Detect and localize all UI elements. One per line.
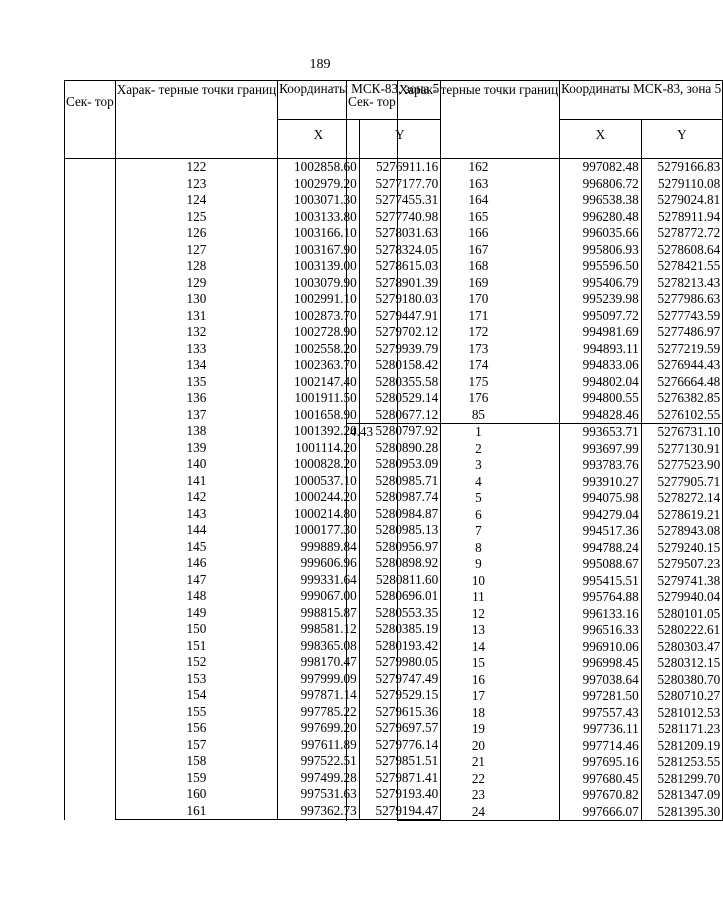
coord-x: 1000537.10	[278, 473, 360, 490]
point-number: 140	[115, 456, 277, 473]
coord-y: 5276664.48	[641, 374, 723, 391]
point-number: 142	[115, 489, 277, 506]
coord-x: 994828.46	[560, 407, 642, 424]
coord-y: 5276944.43	[641, 357, 723, 374]
coord-y: 5279939.79	[359, 341, 441, 358]
coord-x: 997670.82	[560, 787, 642, 804]
point-number: 9	[397, 556, 559, 573]
coord-x: 994517.36	[560, 523, 642, 540]
coord-x: 999331.64	[278, 572, 360, 589]
point-number: 154	[115, 687, 277, 704]
coord-x: 994981.69	[560, 324, 642, 341]
point-number: 13	[397, 622, 559, 639]
coord-y: 5279776.14	[359, 737, 441, 754]
table-row	[347, 705, 723, 722]
header-coordinates: Координаты МСК-83, зона 5	[560, 81, 723, 120]
point-number: 1	[397, 424, 559, 441]
sector-cell: 4.43	[347, 424, 398, 821]
coord-x: 997714.46	[560, 738, 642, 755]
point-number: 10	[397, 573, 559, 590]
coord-y: 5277177.70	[359, 176, 441, 193]
point-number: 167	[397, 242, 559, 259]
point-number: 143	[115, 506, 277, 523]
coord-y: 5278608.64	[641, 242, 723, 259]
coord-y: 5279615.36	[359, 704, 441, 721]
coord-x: 997611.89	[278, 737, 360, 754]
coord-x: 998815.87	[278, 605, 360, 622]
point-number: 130	[115, 291, 277, 308]
coord-x: 1001114.20	[278, 440, 360, 457]
header-y: Y	[641, 120, 723, 159]
coord-y: 5279110.08	[641, 176, 723, 193]
coord-y: 5276102.55	[641, 407, 723, 424]
coord-x: 996806.72	[560, 176, 642, 193]
point-number: 5	[397, 490, 559, 507]
point-number: 166	[397, 225, 559, 242]
coord-x: 1000177.30	[278, 522, 360, 539]
point-number: 85	[397, 407, 559, 424]
coord-y: 5279940.04	[641, 589, 723, 606]
point-number: 153	[115, 671, 277, 688]
point-number: 161	[115, 803, 277, 820]
point-number: 131	[115, 308, 277, 325]
coord-y: 5280303.47	[641, 639, 723, 656]
coord-y: 5281171.23	[641, 721, 723, 738]
coord-x: 1003071.30	[278, 192, 360, 209]
table-row	[347, 589, 723, 606]
point-number: 151	[115, 638, 277, 655]
header-x: X	[278, 120, 360, 159]
coord-y: 5279166.83	[641, 159, 723, 176]
point-number: 126	[115, 225, 277, 242]
coord-y: 5276382.85	[641, 390, 723, 407]
table-row	[347, 291, 723, 308]
coord-x: 993697.99	[560, 441, 642, 458]
coord-x: 1003166.10	[278, 225, 360, 242]
coord-y: 5280158.42	[359, 357, 441, 374]
coord-x: 997871.14	[278, 687, 360, 704]
point-number: 15	[397, 655, 559, 672]
point-number: 134	[115, 357, 277, 374]
coord-x: 1001658.90	[278, 407, 360, 424]
coord-y: 5280193.42	[359, 638, 441, 655]
coord-y: 5280985.71	[359, 473, 441, 490]
coord-x: 993783.76	[560, 457, 642, 474]
point-number: 18	[397, 705, 559, 722]
table-row	[347, 275, 723, 292]
coord-x: 997499.28	[278, 770, 360, 787]
coord-x: 996538.38	[560, 192, 642, 209]
point-number: 172	[397, 324, 559, 341]
coord-y: 5280355.58	[359, 374, 441, 391]
coord-y: 5280984.87	[359, 506, 441, 523]
point-number: 164	[397, 192, 559, 209]
coord-x: 998581.12	[278, 621, 360, 638]
coord-x: 1000828.20	[278, 456, 360, 473]
coord-x: 1002979.20	[278, 176, 360, 193]
coord-x: 994800.55	[560, 390, 642, 407]
coord-x: 997281.50	[560, 688, 642, 705]
coord-x: 997522.51	[278, 753, 360, 770]
header-sector: Сек- тор	[65, 81, 116, 159]
point-number: 155	[115, 704, 277, 721]
coord-x: 1003167.90	[278, 242, 360, 259]
coord-x: 997695.16	[560, 754, 642, 771]
coord-x: 1002858.60	[278, 159, 360, 176]
table-row	[347, 556, 723, 573]
point-number: 124	[115, 192, 277, 209]
coord-x: 997531.63	[278, 786, 360, 803]
point-number: 6	[397, 507, 559, 524]
point-number: 12	[397, 606, 559, 623]
coord-x: 993910.27	[560, 474, 642, 491]
coord-y: 5279240.15	[641, 540, 723, 557]
coord-x: 996910.06	[560, 639, 642, 656]
coord-y: 5277740.98	[359, 209, 441, 226]
coord-y: 5280385.19	[359, 621, 441, 638]
point-number: 2	[397, 441, 559, 458]
header-coordinates: Координаты МСК-83, зона 5	[278, 81, 441, 120]
table-row	[347, 655, 723, 672]
page-number: 189	[309, 57, 331, 72]
table-row	[347, 441, 723, 458]
table-row	[347, 474, 723, 491]
coord-x: 994075.98	[560, 490, 642, 507]
table-row	[347, 738, 723, 755]
point-number: 123	[115, 176, 277, 193]
point-number: 137	[115, 407, 277, 424]
table-row	[347, 540, 723, 557]
point-number: 158	[115, 753, 277, 770]
point-number: 23	[397, 787, 559, 804]
coord-x: 1002873.70	[278, 308, 360, 325]
coord-y: 5278031.63	[359, 225, 441, 242]
coord-x: 1001911.50	[278, 390, 360, 407]
coord-x: 999606.96	[278, 555, 360, 572]
point-number: 152	[115, 654, 277, 671]
coord-y: 5281012.53	[641, 705, 723, 722]
point-number: 146	[115, 555, 277, 572]
table-row	[347, 622, 723, 639]
point-number: 136	[115, 390, 277, 407]
coord-y: 5280953.09	[359, 456, 441, 473]
point-number: 144	[115, 522, 277, 539]
coord-x: 1003079.90	[278, 275, 360, 292]
coord-x: 996280.48	[560, 209, 642, 226]
coord-y: 5278901.39	[359, 275, 441, 292]
coord-x: 1003139.00	[278, 258, 360, 275]
table-row	[347, 688, 723, 705]
coord-x: 994279.04	[560, 507, 642, 524]
table-row	[347, 209, 723, 226]
point-number: 159	[115, 770, 277, 787]
coord-y: 5278272.14	[641, 490, 723, 507]
point-number: 3	[397, 457, 559, 474]
table-row	[347, 242, 723, 259]
coord-x: 996133.16	[560, 606, 642, 623]
coord-x: 993653.71	[560, 424, 642, 441]
table-row	[347, 424, 723, 441]
coord-x: 995806.93	[560, 242, 642, 259]
coord-x: 997736.11	[560, 721, 642, 738]
table-row	[347, 357, 723, 374]
coord-y: 5277986.63	[641, 291, 723, 308]
point-number: 170	[397, 291, 559, 308]
table-row	[347, 507, 723, 524]
table-row	[347, 754, 723, 771]
coord-x: 995239.98	[560, 291, 642, 308]
coord-y: 5278213.43	[641, 275, 723, 292]
coord-x: 1000214.80	[278, 506, 360, 523]
coord-y: 5279507.23	[641, 556, 723, 573]
point-number: 24	[397, 804, 559, 821]
coord-y: 5278772.72	[641, 225, 723, 242]
coord-y: 5280312.15	[641, 655, 723, 672]
coord-y: 5279702.12	[359, 324, 441, 341]
table-row	[347, 804, 723, 821]
table-row	[347, 672, 723, 689]
header-characteristic-points: Харак- терные точки границ	[115, 81, 277, 159]
point-number: 157	[115, 737, 277, 754]
point-number: 16	[397, 672, 559, 689]
coord-y: 5280696.01	[359, 588, 441, 605]
point-number: 169	[397, 275, 559, 292]
coord-x: 997557.43	[560, 705, 642, 722]
point-number: 133	[115, 341, 277, 358]
sector-cell	[65, 159, 116, 820]
coord-y: 5281347.09	[641, 787, 723, 804]
coord-y: 5281395.30	[641, 804, 723, 821]
coord-y: 5279697.57	[359, 720, 441, 737]
coord-x: 1002147.40	[278, 374, 360, 391]
point-number: 127	[115, 242, 277, 259]
coord-y: 5278324.05	[359, 242, 441, 259]
point-number: 132	[115, 324, 277, 341]
point-number: 122	[115, 159, 277, 176]
point-number: 149	[115, 605, 277, 622]
table-row	[347, 390, 723, 407]
table-row	[347, 225, 723, 242]
coord-y: 5279871.41	[359, 770, 441, 787]
coord-y: 5281253.55	[641, 754, 723, 771]
coord-y: 5279741.38	[641, 573, 723, 590]
coord-x: 994788.24	[560, 540, 642, 557]
coord-y: 5278615.03	[359, 258, 441, 275]
table-row	[347, 324, 723, 341]
coord-y: 5280222.61	[641, 622, 723, 639]
point-number: 173	[397, 341, 559, 358]
point-number: 21	[397, 754, 559, 771]
coord-y: 5279747.49	[359, 671, 441, 688]
point-number: 171	[397, 308, 559, 325]
table-row	[347, 523, 723, 540]
coord-x: 998170.47	[278, 654, 360, 671]
point-number: 163	[397, 176, 559, 193]
point-number: 11	[397, 589, 559, 606]
coord-y: 5276731.10	[641, 424, 723, 441]
coord-x: 995406.79	[560, 275, 642, 292]
coord-y: 5280898.92	[359, 555, 441, 572]
table-row	[347, 573, 723, 590]
coord-x: 995088.67	[560, 556, 642, 573]
coord-x: 1001392.20	[278, 423, 360, 440]
coord-y: 5278421.55	[641, 258, 723, 275]
table-row	[347, 639, 723, 656]
coord-y: 5280985.13	[359, 522, 441, 539]
coord-y: 5279194.47	[359, 803, 441, 820]
coord-y: 5278943.08	[641, 523, 723, 540]
header-sector: Сек- тор	[347, 81, 398, 159]
coord-x: 1002728.90	[278, 324, 360, 341]
point-number: 20	[397, 738, 559, 755]
point-number: 150	[115, 621, 277, 638]
point-number: 176	[397, 390, 559, 407]
point-number: 138	[115, 423, 277, 440]
point-number: 162	[397, 159, 559, 176]
point-number: 168	[397, 258, 559, 275]
table-row	[347, 374, 723, 391]
point-number: 125	[115, 209, 277, 226]
point-number: 128	[115, 258, 277, 275]
coord-y: 5277905.71	[641, 474, 723, 491]
coord-y: 5281299.70	[641, 771, 723, 788]
table-row	[347, 159, 723, 176]
coord-x: 996516.33	[560, 622, 642, 639]
coord-x: 998365.08	[278, 638, 360, 655]
coord-x: 997362.73	[278, 803, 360, 820]
coord-y: 5280553.35	[359, 605, 441, 622]
coord-x: 995415.51	[560, 573, 642, 590]
coord-x: 1002991.10	[278, 291, 360, 308]
coord-y: 5280811.60	[359, 572, 441, 589]
point-number: 147	[115, 572, 277, 589]
coord-y: 5280890.28	[359, 440, 441, 457]
point-number: 139	[115, 440, 277, 457]
table-row	[347, 771, 723, 788]
coord-x: 995764.88	[560, 589, 642, 606]
point-number: 156	[115, 720, 277, 737]
point-number: 8	[397, 540, 559, 557]
coord-y: 5280956.97	[359, 539, 441, 556]
coord-y: 5277486.97	[641, 324, 723, 341]
coord-x: 997680.45	[560, 771, 642, 788]
coord-x: 996998.45	[560, 655, 642, 672]
point-number: 7	[397, 523, 559, 540]
coord-x: 995097.72	[560, 308, 642, 325]
coord-y: 5280797.92	[359, 423, 441, 440]
coord-y: 5277219.59	[641, 341, 723, 358]
table-row	[347, 787, 723, 804]
coordinates-table-right	[346, 80, 723, 821]
coord-x: 997785.22	[278, 704, 360, 721]
coord-y: 5280677.12	[359, 407, 441, 424]
coord-x: 994893.11	[560, 341, 642, 358]
table-row	[347, 308, 723, 325]
coord-x: 1003133.80	[278, 209, 360, 226]
table-row	[347, 457, 723, 474]
coord-x: 995596.50	[560, 258, 642, 275]
coord-y: 5280529.14	[359, 390, 441, 407]
coord-y: 5277130.91	[641, 441, 723, 458]
point-number: 145	[115, 539, 277, 556]
coord-y: 5277455.31	[359, 192, 441, 209]
coord-x: 997038.64	[560, 672, 642, 689]
coord-y: 5278619.21	[641, 507, 723, 524]
coord-y: 5277523.90	[641, 457, 723, 474]
table-row	[347, 192, 723, 209]
coord-x: 997999.09	[278, 671, 360, 688]
point-number: 129	[115, 275, 277, 292]
coord-x: 1002558.20	[278, 341, 360, 358]
point-number: 17	[397, 688, 559, 705]
sector-cell	[347, 159, 398, 424]
coord-y: 5280987.74	[359, 489, 441, 506]
coord-y: 5278911.94	[641, 209, 723, 226]
table-row	[347, 490, 723, 507]
coord-y: 5280101.05	[641, 606, 723, 623]
point-number: 141	[115, 473, 277, 490]
coord-x: 994833.06	[560, 357, 642, 374]
point-number: 19	[397, 721, 559, 738]
coord-y: 5280710.27	[641, 688, 723, 705]
point-number: 148	[115, 588, 277, 605]
coord-y: 5279851.51	[359, 753, 441, 770]
coord-x: 997666.07	[560, 804, 642, 821]
coord-x: 994802.04	[560, 374, 642, 391]
coord-x: 999889.84	[278, 539, 360, 556]
coord-y: 5281209.19	[641, 738, 723, 755]
coord-x: 1000244.20	[278, 489, 360, 506]
point-number: 4	[397, 474, 559, 491]
header-characteristic-points: Харак- терные точки границ	[397, 81, 559, 159]
coord-y: 5279447.91	[359, 308, 441, 325]
table-row	[347, 258, 723, 275]
table-row	[347, 721, 723, 738]
coord-y: 5276911.16	[359, 159, 441, 176]
coord-y: 5279980.05	[359, 654, 441, 671]
coord-x: 997699.20	[278, 720, 360, 737]
coord-y: 5279193.40	[359, 786, 441, 803]
table-row	[347, 176, 723, 193]
coord-y: 5280380.70	[641, 672, 723, 689]
table-row	[347, 606, 723, 623]
coord-y: 5279024.81	[641, 192, 723, 209]
coord-y: 5279529.15	[359, 687, 441, 704]
coord-x: 997082.48	[560, 159, 642, 176]
coord-x: 999067.00	[278, 588, 360, 605]
point-number: 175	[397, 374, 559, 391]
table-row	[347, 341, 723, 358]
point-number: 22	[397, 771, 559, 788]
header-x: X	[560, 120, 642, 159]
header-y: Y	[359, 120, 441, 159]
point-number: 174	[397, 357, 559, 374]
point-number: 160	[115, 786, 277, 803]
point-number: 165	[397, 209, 559, 226]
coord-x: 1002363.70	[278, 357, 360, 374]
coord-y: 5277743.59	[641, 308, 723, 325]
coord-x: 996035.66	[560, 225, 642, 242]
table-row	[347, 407, 723, 424]
coord-y: 5279180.03	[359, 291, 441, 308]
point-number: 14	[397, 639, 559, 656]
point-number: 135	[115, 374, 277, 391]
